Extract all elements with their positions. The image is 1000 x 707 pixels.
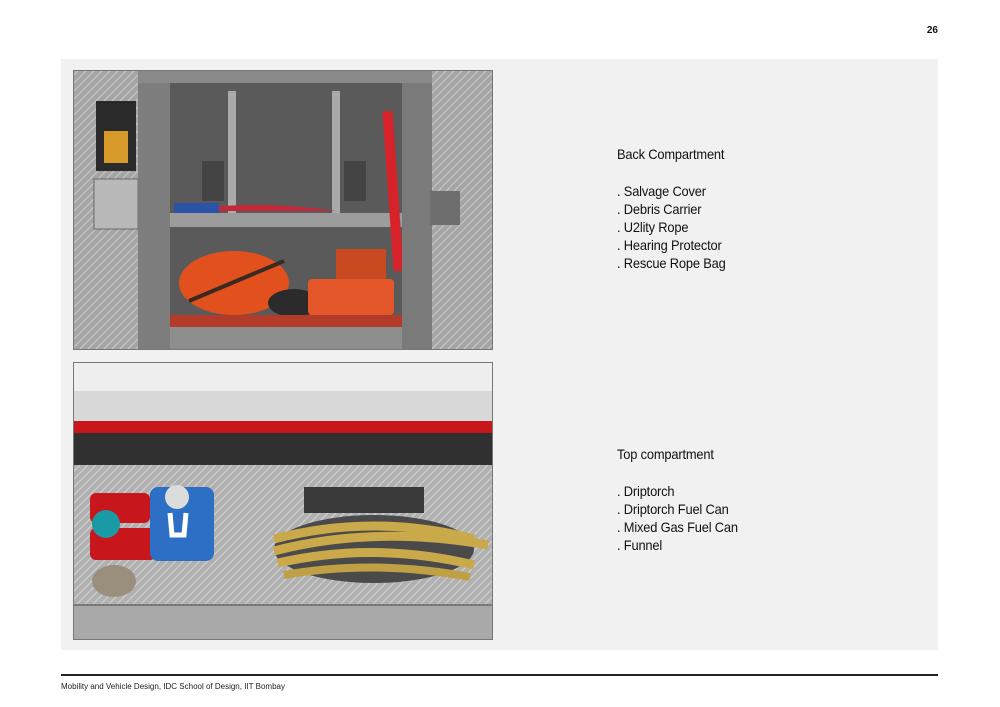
back-compartment-photo [73, 70, 493, 350]
back-compartment-section [617, 146, 735, 272]
top-compartment-list [617, 482, 748, 554]
list-item: . Driptorch [617, 483, 675, 499]
list-item: . Mixed Gas Fuel Can [617, 519, 738, 535]
footer-text: Mobility and Vehicle Design, IDC School of Design, IIT Bombay [61, 682, 285, 691]
list-item: . U2lity Rope [617, 219, 689, 235]
list-item: . Rescue Rope Bag [617, 255, 726, 271]
list-item: . Driptorch Fuel Can [617, 501, 729, 517]
top-compartment-photo [73, 362, 493, 640]
list-item: . Funnel [617, 537, 663, 553]
footer-divider [61, 674, 938, 676]
list-item: . Salvage Cover [617, 183, 706, 199]
list-item: . Hearing Protector [617, 237, 722, 253]
list-item: . Debris Carrier [617, 201, 702, 217]
back-compartment-list [617, 182, 735, 272]
back-compartment-title: Back Compartment [617, 146, 725, 162]
page-number: 26 [926, 25, 938, 36]
top-compartment-title: Top compartment [617, 446, 714, 462]
top-compartment-section [617, 446, 748, 554]
